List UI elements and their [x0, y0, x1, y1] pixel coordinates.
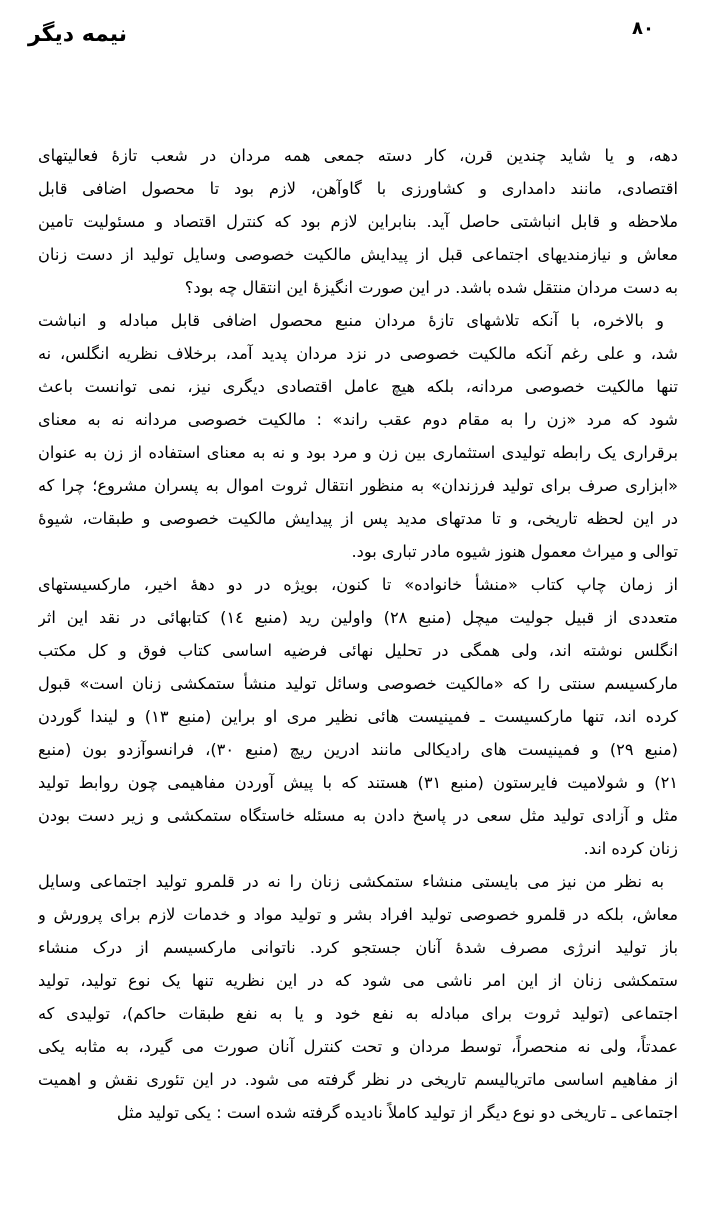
- text-line: توالی و میراث معمول هنوز شیوه مادر تباری بود.: [351, 542, 678, 561]
- text-line: ۲۱) و شولامیت فایرستون (منبع ۳۱) هستند که با پیش آوردن مفاهیمی چون روابط تولید: [38, 773, 678, 792]
- text-line: به نظر من نیز می بایستی منشاء ستمکشی زنان را نه در قلمرو تولید اجتماعی وسایل: [38, 872, 664, 891]
- text-line: برقراری یک رابطه تولیدی استثماری بین زن و مرد بود و نه به معنای استفاده از زن به عنوان: [38, 443, 678, 462]
- text-line: باز تولید انرژی مصرف شدهٔ آنان جستجو کرد. ناتوانی مارکسیسم از درک منشاء: [38, 938, 678, 957]
- text-line: اجتماعی (تولید ثروت برای مبادله به نفع خود و یا به نفع طبقات حاکم)، تولیدی که: [38, 1004, 678, 1023]
- body-text: [38, 140, 678, 1130]
- page-header: [0, 0, 704, 60]
- paragraph: [38, 305, 678, 569]
- page-number: ۸۰: [632, 18, 654, 39]
- text-line: در این لحظه تاریخی، و تا مدتهای مدید پس از پیدایش مالکیت خصوصی و طبقات، شیوهٔ: [38, 509, 678, 528]
- text-line: اجتماعی ـ تاریخی دو نوع دیگر از تولید کاملاً نادیده گرفته شده است : یکی تولید مثل: [116, 1103, 678, 1122]
- text-line: تنها مالکیت خصوصی مردانه، بلکه هیچ عامل اقتصادی دیگری نیز، نمی توانست باعث: [38, 377, 678, 396]
- text-line: مارکسیسم سنتی را که «مالکیت خصوصی وسائل تولید منشأ ستمکشی زنان است» قبول: [38, 674, 678, 693]
- text-line: از زمان چاپ کتاب «منشأ خانواده» تا کنون، بویژه در دو دههٔ اخیر، مارکسیستهای: [38, 575, 678, 594]
- running-title: نیمه دیگر: [28, 22, 128, 47]
- text-line: «ابزاری صرف برای تولید فرزندان» به منظور انتقال ثروت اموال به پسران مشروع؛ چرا که: [38, 476, 678, 495]
- text-line: اقتصادی، مانند دامداری و کشاورزی با گاوآهن، لازم بود تا محصول اضافی قابل: [38, 179, 678, 198]
- text-line: ستمکشی زنان از این امر ناشی می شود که در این نظریه تنها یک نوع تولید، تولید: [38, 971, 678, 990]
- text-line: عمدتاً، ولی نه منحصراً، توسط مردان و تحت کنترل آنان صورت می گیرد، به مثابه یکی: [38, 1037, 678, 1056]
- text-line: و بالاخره، با آنکه تلاشهای تازهٔ مردان منبع محصول اضافی قابل مبادله و انباشت: [38, 311, 664, 330]
- text-line: ملاحظه و قابل انباشتی حاصل آید. بنابراین لازم بود که کنترل اقتصاد و مسئولیت تامین: [38, 212, 678, 231]
- paragraph: [38, 866, 678, 1130]
- text-line: کرده اند، تنها مارکسیست ـ فمینیست هائی نظیر مری او براین (منبع ۱۳) و لیندا گوردن: [38, 707, 678, 726]
- text-line: شود که مرد «زن را به مقام دوم عقب راند» : مالکیت خصوصی مردانه نه به معنای: [38, 410, 678, 429]
- text-line: به دست مردان منتقل شده باشد. در این صورت انگیزهٔ این انتقال چه بود؟: [184, 278, 678, 297]
- text-line: معاش، بلکه در قلمرو خصوصی تولید افراد بشر و تولید مواد و خدمات لازم برای پرورش و: [38, 905, 678, 924]
- text-line: مثل و آزادی تولید مثل سعی در پاسخ دادن به مسئله خاستگاه ستمکشی و زیر دست بودن: [38, 806, 678, 825]
- text-line: دهه، و یا شاید چندین قرن، کار دسته جمعی همه مردان در شعب تازهٔ فعالیتهای: [38, 146, 678, 165]
- text-line: شد، و علی رغم آنکه مالکیت خصوصی در نزد مردان پدید آمد، برخلاف نظریه انگلس، نه: [38, 344, 678, 363]
- paragraph: [38, 140, 678, 305]
- text-line: معاش و نیازمندیهای اجتماعی قبل از پیدایش مالکیت خصوصی وسایل تولید از دست زنان: [38, 245, 678, 264]
- text-line: (منبع ۲۹) و فمینیست های رادیکالی مانند ادرین ریچ (منبع ۳۰)، فرانسوآزدو بون (منبع: [38, 740, 678, 759]
- paragraph: [38, 569, 678, 866]
- text-line: زنان کرده اند.: [583, 839, 678, 858]
- text-line: انگلس نوشته اند، ولی همگی در تحلیل نهائی فرضیه اساسی کتاب فوق و کل مکتب: [38, 641, 678, 660]
- text-line: از مفاهیم اساسی ماتریالیسم تاریخی در نظر گرفته می شود. در این تئوری نقش و اهمیت: [38, 1070, 678, 1089]
- text-line: متعددی از قبیل جولیت میچل (منبع ۲۸) واولین رید (منبع ١٤) کتابهائی در نقد این اثر: [38, 608, 678, 627]
